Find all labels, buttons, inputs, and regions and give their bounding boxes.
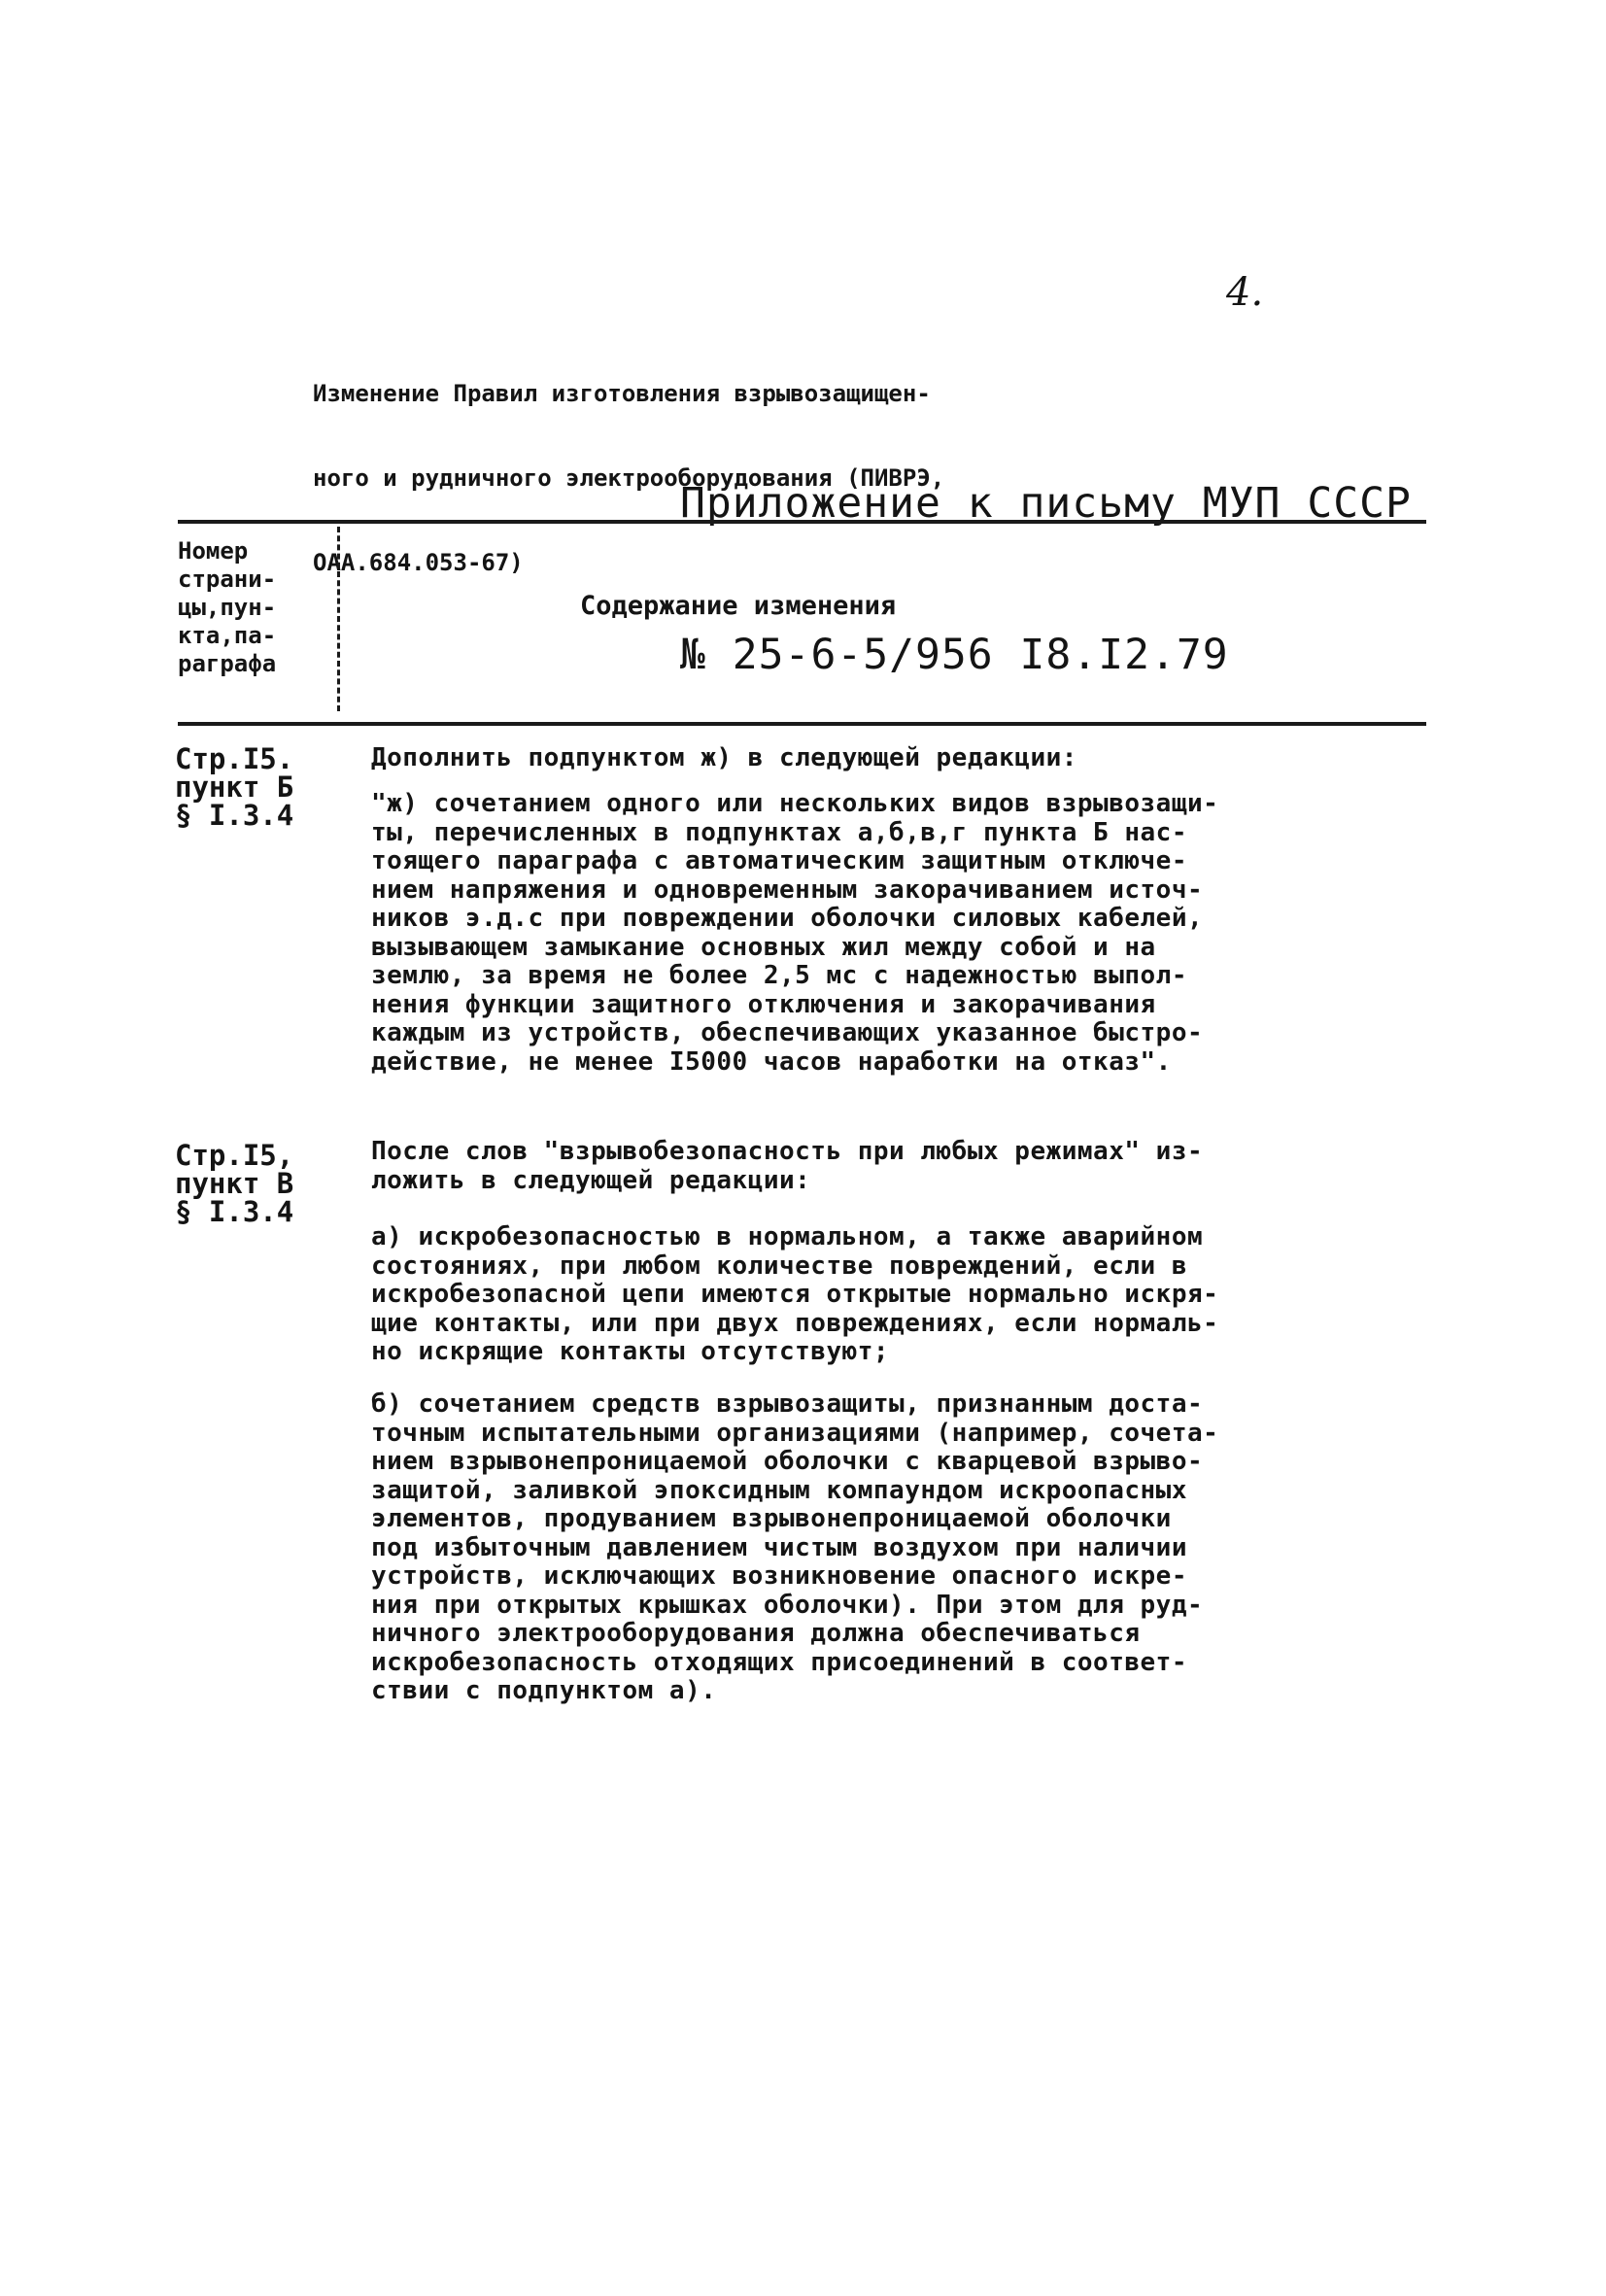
entry-item-a-paragraph (371, 1223, 1425, 1367)
text-line: ничного электрооборудования должна обеспечиваться (371, 1619, 1141, 1648)
table-header-line: кта,па- (178, 622, 277, 649)
text-line: нения функции защитного отключения и закорачивания (371, 989, 1156, 1019)
text-line: землю, за время не более 2,5 мс с надежностью выпол- (371, 961, 1187, 990)
text-line: щие контакты, или при двух повреждениях, если нормаль- (371, 1308, 1219, 1338)
text-line: ников э.д.с при повреждении оболочки силовых кабелей, (371, 904, 1204, 933)
entry-intro-paragraph (371, 1138, 1425, 1195)
reference-line: Стр.I5. (175, 742, 294, 775)
text-line: нием напряжения и одновременным закорачиванием источ- (371, 874, 1204, 905)
text-line: состояниях, при любом количестве повреждений, если в (371, 1251, 1187, 1281)
page-number: 4. (1226, 270, 1264, 315)
text-line: После слов "взрывобезопасность при любых режимах" из- (371, 1137, 1204, 1166)
table-header-line: страни- (178, 565, 277, 593)
text-line: ния при открытых крышках оболочки). При этом для руд- (371, 1590, 1204, 1620)
text-line: защитой, заливкой эпоксидным компаундом искроопасных (371, 1475, 1187, 1505)
text-line: искробезопасность отходящих присоединений в соответ- (371, 1647, 1187, 1677)
text-line: тоящего параграфа с автоматическим защитным отключе- (371, 846, 1187, 875)
text-line: ложить в следующей редакции: (371, 1165, 811, 1195)
reference-line: Стр.I5, (175, 1139, 294, 1172)
text-line: вызывающем замыкание основных жил между собой и на (371, 932, 1156, 962)
text-line: под избыточным давлением чистым воздухом при наличии (371, 1532, 1187, 1562)
text-line: ты, перечисленных в подпунктах а,б,в,г пункта Б нас- (371, 817, 1187, 847)
table-column-divider (337, 527, 340, 711)
title-line: Изменение Правил изготовления взрывозащищен- (313, 380, 931, 407)
text-line: искробезопасной цепи имеются открытые нормально искря- (371, 1280, 1219, 1309)
title-line: ного и рудничного электрооборудования (ПИВРЭ, (313, 464, 945, 492)
entry-intro-paragraph (371, 744, 1425, 773)
text-line: каждым из устройств, обеспечивающих указанное быстро- (371, 1018, 1204, 1047)
letter-reference-line: Приложение к письму МУП СССР (680, 479, 1412, 528)
text-line: ствии с подпунктом а). (371, 1676, 717, 1705)
entry-reference (175, 1139, 294, 1228)
table-header-line: цы,пун- (178, 594, 277, 621)
text-line: но искрящие контакты отсутствуют; (371, 1337, 890, 1366)
entry-item-b-paragraph (371, 1390, 1425, 1706)
reference-line: § I.3.4 (175, 1195, 294, 1228)
reference-line: § I.3.4 (175, 799, 294, 832)
entry-reference (175, 742, 294, 832)
text-line: действие, не менее I5000 часов наработки на отказ". (371, 1046, 1172, 1077)
text-line: б) сочетанием средств взрывозащиты, признанным доста- (371, 1389, 1204, 1419)
text-line: точным испытательными организациями (например, сочета- (371, 1418, 1219, 1448)
table-top-rule (178, 520, 1426, 524)
title-line: ОАА.684.053-67) (313, 549, 524, 576)
letter-reference-line: № 25-6-5/956 I8.I2.79 (680, 631, 1229, 679)
table-header-line: раграфа (178, 650, 277, 677)
text-line: Дополнить подпунктом ж) в следующей редакции: (371, 743, 1077, 772)
reference-line: пункт В (175, 1167, 294, 1200)
table-header-line: Номер (178, 537, 249, 565)
text-line: устройств, исключающих возникновение опасного искре- (371, 1561, 1187, 1591)
text-line: а) искробезопасностью в нормальном, а также аварийном (371, 1222, 1204, 1251)
text-line: элементов, продуванием взрывонепроницаемой оболочки (371, 1504, 1172, 1533)
reference-line: пункт Б (175, 771, 294, 804)
table-header-rule (178, 722, 1426, 726)
text-line: "ж) сочетанием одного или нескольких видов взрывозащи- (371, 789, 1219, 818)
table-header-content: Содержание изменения (580, 591, 897, 621)
entry-body-paragraph (371, 790, 1425, 1077)
table-header-reference (178, 537, 333, 678)
letter-reference (680, 377, 1412, 731)
text-line: нием взрывонепроницаемой оболочки с кварцевой взрыво- (371, 1447, 1204, 1476)
